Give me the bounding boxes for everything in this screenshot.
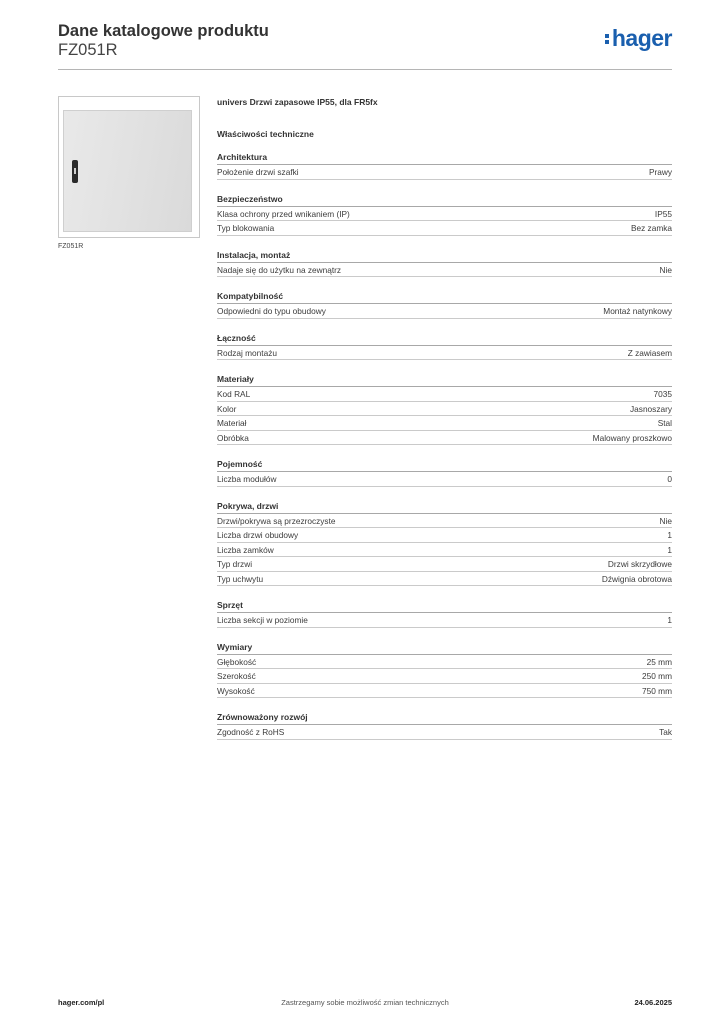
spec-label: Liczba drzwi obudowy (217, 530, 299, 540)
spec-section (217, 372, 672, 445)
spec-value: 1 (667, 615, 672, 625)
door-handle-icon (72, 160, 78, 183)
spec-value: 250 mm (642, 671, 672, 681)
spec-row (217, 402, 672, 417)
image-caption: FZ051R (58, 243, 84, 250)
spec-row (217, 304, 672, 319)
spec-row (217, 472, 672, 487)
footer-disclaimer: Zastrzegamy sobie możliwość zmian technicznych (281, 998, 449, 1007)
spec-section (217, 598, 672, 628)
spec-label: Typ drzwi (217, 559, 253, 569)
spec-row (217, 572, 672, 587)
footer-website: hager.com/pl (58, 998, 105, 1007)
spec-label: Typ uchwytu (217, 573, 264, 584)
door-panel-image (58, 96, 200, 238)
spec-section (217, 640, 672, 699)
spec-section (217, 331, 672, 361)
spec-value: 1 (667, 530, 672, 540)
logo-dots-icon (605, 32, 610, 46)
spec-value: Malowany proszkowo (592, 432, 672, 443)
spec-section (217, 457, 672, 487)
product-details (217, 95, 672, 752)
spec-row (217, 684, 672, 699)
spec-label: Zgodność z RoHS (217, 727, 285, 737)
section-title: Pokrywa, drzwi (217, 499, 672, 514)
spec-row (217, 725, 672, 740)
spec-value: Prawy (648, 167, 672, 177)
footer-date: 24.06.2025 (634, 998, 672, 1007)
product-code: FZ051R (58, 41, 118, 59)
spec-value: Drzwi skrzydłowe (607, 559, 672, 569)
spec-section (217, 499, 672, 587)
section-title: Łączność (217, 331, 672, 346)
spec-value: Stal (657, 418, 672, 428)
section-title: Wymiary (217, 640, 672, 655)
page-footer (58, 998, 672, 1010)
spec-row (217, 387, 672, 402)
spec-row (217, 346, 672, 361)
hager-logo (605, 25, 672, 52)
spec-section (217, 710, 672, 740)
spec-label: Typ blokowania (217, 223, 275, 233)
spec-label: Głębokość (217, 656, 257, 667)
spec-section (217, 289, 672, 319)
spec-label: Położenie drzwi szafki (217, 167, 299, 177)
spec-label: Obróbka (217, 432, 249, 443)
logo-text: hager (611, 25, 672, 51)
section-title: Architektura (217, 150, 672, 165)
spec-label: Kolor (217, 403, 237, 414)
section-title: Bezpieczeństwo (217, 192, 672, 207)
door-panel (63, 110, 192, 232)
spec-value: 25 mm (646, 656, 672, 667)
spec-row (217, 431, 672, 446)
section-title: Materiały (217, 372, 672, 387)
header-divider (58, 69, 672, 70)
spec-row (217, 543, 672, 558)
section-title: Zrównoważony rozwój (217, 710, 672, 725)
spec-label: Szerokość (217, 671, 256, 681)
page-header (58, 20, 672, 70)
product-title: univers Drzwi zapasowe IP55, dla FR5fx (217, 97, 378, 107)
spec-section (217, 248, 672, 278)
document-title: Dane katalogowe produktu (58, 22, 269, 40)
spec-row (217, 221, 672, 236)
spec-value: Dźwignia obrotowa (601, 573, 672, 584)
spec-row (217, 416, 672, 431)
spec-label: Rodzaj montażu (217, 347, 277, 358)
section-title: Kompatybilność (217, 289, 672, 304)
spec-label: Liczba modułów (217, 474, 277, 484)
spec-value: 7035 (653, 389, 672, 399)
spec-value: 0 (667, 474, 672, 484)
spec-row (217, 165, 672, 180)
spec-label: Liczba zamków (217, 544, 274, 555)
spec-value: Tak (659, 727, 672, 737)
spec-value: Jasnoszary (630, 403, 672, 414)
spec-row (217, 207, 672, 222)
section-title: Pojemność (217, 457, 672, 472)
spec-row (217, 613, 672, 628)
spec-value: Bez zamka (630, 223, 672, 233)
spec-label: Klasa ochrony przed wnikaniem (IP) (217, 208, 350, 219)
tech-properties-heading: Właściwości techniczne (217, 129, 314, 139)
spec-section (217, 150, 672, 180)
spec-value: 1 (667, 544, 672, 555)
spec-label: Drzwi/pokrywa są przezroczyste (217, 515, 336, 526)
spec-row (217, 655, 672, 670)
spec-value: Z zawiasem (627, 347, 672, 358)
spec-label: Odpowiedni do typu obudowy (217, 306, 326, 316)
spec-value: 750 mm (642, 685, 672, 696)
spec-row (217, 557, 672, 572)
section-title: Instalacja, montaż (217, 248, 672, 263)
spec-row (217, 514, 672, 529)
spec-label: Wysokość (217, 685, 255, 696)
spec-sections (217, 150, 672, 740)
section-title: Sprzęt (217, 598, 672, 613)
spec-row (217, 263, 672, 278)
spec-label: Kod RAL (217, 389, 251, 399)
spec-row (217, 669, 672, 684)
spec-label: Materiał (217, 418, 247, 428)
spec-label: Liczba sekcji w poziomie (217, 615, 308, 625)
spec-value: Nie (659, 264, 672, 275)
spec-value: Nie (659, 515, 672, 526)
spec-value: IP55 (654, 208, 672, 219)
spec-section (217, 192, 672, 236)
spec-label: Nadaje się do użytku na zewnątrz (217, 264, 342, 275)
spec-value: Montaż natynkowy (603, 306, 672, 316)
spec-row (217, 528, 672, 543)
